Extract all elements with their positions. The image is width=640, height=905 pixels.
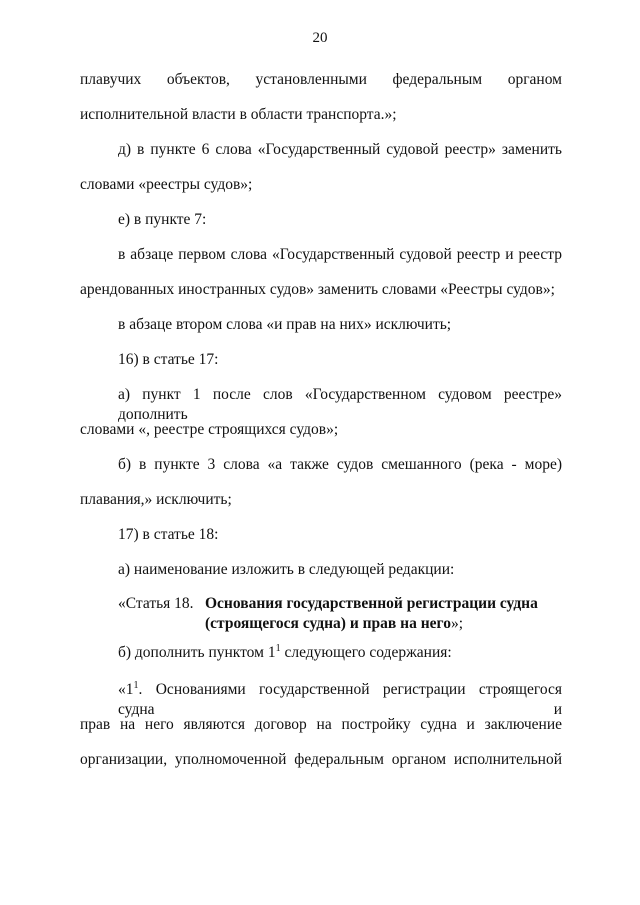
text-line: е) в пункте 7: [118,211,207,228]
text-line: словами «реестры судов»; [80,176,253,193]
text-line [118,680,562,720]
text-line: исполнительной власти в области транспорта.»; [80,106,397,123]
text-line: арендованных иностранных судов» заменить словами «Реестры судов»; [80,281,555,298]
text-line: организации, уполномоченной федеральным органом исполнительной [80,751,562,768]
superscript: 1 [275,642,281,654]
text-line: плавучих объектов, установленными федеральным органом [80,71,562,88]
text-line: плавания,» исключить; [80,491,232,508]
text-line: словами «, реестре строящихся судов»; [80,421,339,438]
article-title-line-1: Основания государственной регистрации судна [205,595,538,612]
text-line: в абзаце втором слова «и прав на них» исключить; [118,316,452,333]
text-line: а) пункт 1 после слов «Государственном судовом реестре» дополнить [118,386,562,423]
text-line: д) в пункте 6 слова «Государственный судовой реестр» заменить [118,141,562,158]
text-line: б) в пункте 3 слова «а также судов смешанного (река - море) [118,456,562,473]
text-line: в абзаце первом слова «Государственный судовой реестр и реестр [118,246,562,263]
page-number: 20 [312,30,328,46]
superscript: 1 [133,679,139,691]
article-title-tail: »; [450,615,464,632]
text-segment: «1 [118,681,134,698]
article-title-line-2 [205,614,565,634]
text-line: прав на него являются договор на постройку судна и заключение [80,716,562,733]
text-line: а) наименование изложить в следующей редакции: [118,561,455,578]
text-line: 17) в статье 18: [118,526,219,543]
text-line: 16) в статье 17: [118,351,219,368]
text-segment: . Основаниями государственной регистрации строящегося судна и [118,681,562,718]
article-label: «Статья 18. [118,595,194,612]
article-title-line-2-text: (строящегося судна) и прав на него [205,615,451,632]
article-heading [205,594,565,634]
text-segment: б) дополнить пунктом 1 [118,644,276,661]
text-segment: следующего содержания: [280,644,452,661]
text-line [118,643,452,663]
